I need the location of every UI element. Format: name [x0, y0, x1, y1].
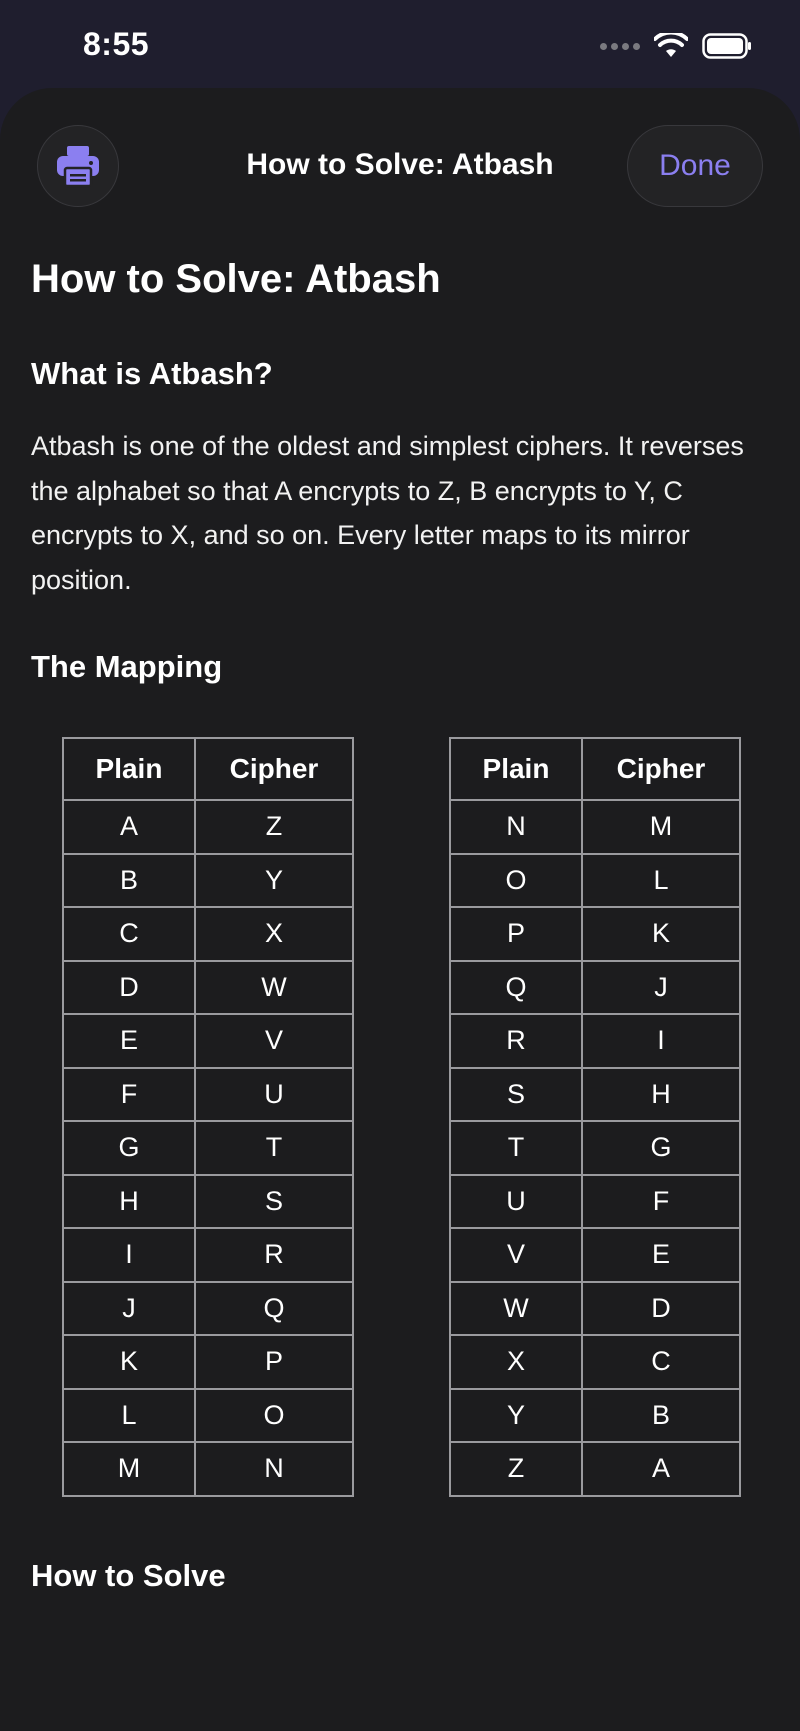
cipher-letter-cell: G	[582, 1121, 740, 1175]
wifi-icon	[654, 33, 688, 59]
status-time: 8:55	[83, 26, 150, 62]
table-row	[450, 1389, 740, 1443]
header-plain: Plain	[450, 738, 582, 800]
done-button[interactable]: Done	[627, 125, 763, 207]
plain-letter-cell: N	[450, 800, 582, 854]
cipher-letter-cell: Q	[195, 1282, 353, 1336]
cipher-letter-cell: F	[582, 1175, 740, 1229]
table-row	[63, 800, 353, 854]
table-row	[450, 800, 740, 854]
article-title: How to Solve: Atbash	[31, 257, 441, 301]
cipher-letter-cell: B	[582, 1389, 740, 1443]
cipher-letter-cell: E	[582, 1228, 740, 1282]
cipher-letter-cell: M	[582, 800, 740, 854]
mapping-tables	[31, 737, 771, 1493]
bottom-safe-area	[0, 1641, 800, 1731]
cipher-letter-cell: H	[582, 1068, 740, 1122]
plain-letter-cell: G	[63, 1121, 195, 1175]
table-row	[63, 1228, 353, 1282]
cipher-letter-cell: J	[582, 961, 740, 1015]
cipher-letter-cell: Z	[195, 800, 353, 854]
cellular-signal-icon	[600, 43, 640, 50]
table-row	[450, 1121, 740, 1175]
plain-letter-cell: T	[450, 1121, 582, 1175]
table-row	[63, 1442, 353, 1496]
battery-icon	[702, 33, 752, 59]
plain-letter-cell: Z	[450, 1442, 582, 1496]
cipher-letter-cell: L	[582, 854, 740, 908]
mapping-table-left	[62, 737, 354, 1497]
plain-letter-cell: O	[450, 854, 582, 908]
cipher-letter-cell: X	[195, 907, 353, 961]
cipher-letter-cell: W	[195, 961, 353, 1015]
table-row	[63, 907, 353, 961]
plain-letter-cell: V	[450, 1228, 582, 1282]
section-heading-how-to-solve: How to Solve	[31, 1558, 226, 1593]
table-row	[63, 1335, 353, 1389]
mapping-table-right	[449, 737, 741, 1497]
header-cipher: Cipher	[195, 738, 353, 800]
cipher-letter-cell: S	[195, 1175, 353, 1229]
cipher-letter-cell: Y	[195, 854, 353, 908]
table-row	[450, 1175, 740, 1229]
plain-letter-cell: J	[63, 1282, 195, 1336]
table-header-row	[450, 738, 740, 800]
table-row	[450, 961, 740, 1015]
plain-letter-cell: W	[450, 1282, 582, 1336]
status-bar	[0, 0, 800, 90]
table-row	[450, 1282, 740, 1336]
article-content	[31, 248, 771, 1656]
table-row	[450, 1014, 740, 1068]
cipher-letter-cell: R	[195, 1228, 353, 1282]
table-row	[450, 854, 740, 908]
cipher-letter-cell: V	[195, 1014, 353, 1068]
navigation-bar	[0, 88, 800, 248]
plain-letter-cell: H	[63, 1175, 195, 1229]
cipher-letter-cell: C	[582, 1335, 740, 1389]
plain-letter-cell: U	[450, 1175, 582, 1229]
plain-letter-cell: L	[63, 1389, 195, 1443]
cipher-letter-cell: P	[195, 1335, 353, 1389]
cipher-letter-cell: D	[582, 1282, 740, 1336]
table-row	[63, 854, 353, 908]
plain-letter-cell: X	[450, 1335, 582, 1389]
table-header-row	[63, 738, 353, 800]
table-row	[450, 907, 740, 961]
plain-letter-cell: M	[63, 1442, 195, 1496]
table-row	[450, 1068, 740, 1122]
section-paragraph: Atbash is one of the oldest and simplest ciphers. It reverses the alphabet so that A encrypts to Z, B encrypts to Y, C encrypts to X, and so on. Every letter maps to its mirror position.	[31, 431, 744, 595]
status-icons	[600, 32, 752, 60]
table-row	[63, 1121, 353, 1175]
plain-letter-cell: D	[63, 961, 195, 1015]
plain-letter-cell: I	[63, 1228, 195, 1282]
cipher-letter-cell: O	[195, 1389, 353, 1443]
plain-letter-cell: F	[63, 1068, 195, 1122]
plain-letter-cell: A	[63, 800, 195, 854]
header-plain: Plain	[63, 738, 195, 800]
table-row	[63, 1282, 353, 1336]
cipher-letter-cell: A	[582, 1442, 740, 1496]
cipher-letter-cell: T	[195, 1121, 353, 1175]
table-row	[450, 1335, 740, 1389]
plain-letter-cell: P	[450, 907, 582, 961]
section-heading-what-is: What is Atbash?	[31, 356, 273, 391]
table-row	[450, 1442, 740, 1496]
cipher-letter-cell: I	[582, 1014, 740, 1068]
plain-letter-cell: B	[63, 854, 195, 908]
table-row	[63, 1175, 353, 1229]
plain-letter-cell: C	[63, 907, 195, 961]
plain-letter-cell: E	[63, 1014, 195, 1068]
cipher-letter-cell: U	[195, 1068, 353, 1122]
header-cipher: Cipher	[582, 738, 740, 800]
help-sheet	[0, 88, 800, 1731]
table-row	[450, 1228, 740, 1282]
table-row	[63, 961, 353, 1015]
nav-title: How to Solve: Atbash	[246, 148, 554, 181]
cipher-letter-cell: K	[582, 907, 740, 961]
plain-letter-cell: Q	[450, 961, 582, 1015]
section-heading-mapping: The Mapping	[31, 649, 223, 684]
table-row	[63, 1389, 353, 1443]
cipher-letter-cell: N	[195, 1442, 353, 1496]
plain-letter-cell: Y	[450, 1389, 582, 1443]
plain-letter-cell: K	[63, 1335, 195, 1389]
table-row	[63, 1068, 353, 1122]
plain-letter-cell: R	[450, 1014, 582, 1068]
plain-letter-cell: S	[450, 1068, 582, 1122]
table-row	[63, 1014, 353, 1068]
